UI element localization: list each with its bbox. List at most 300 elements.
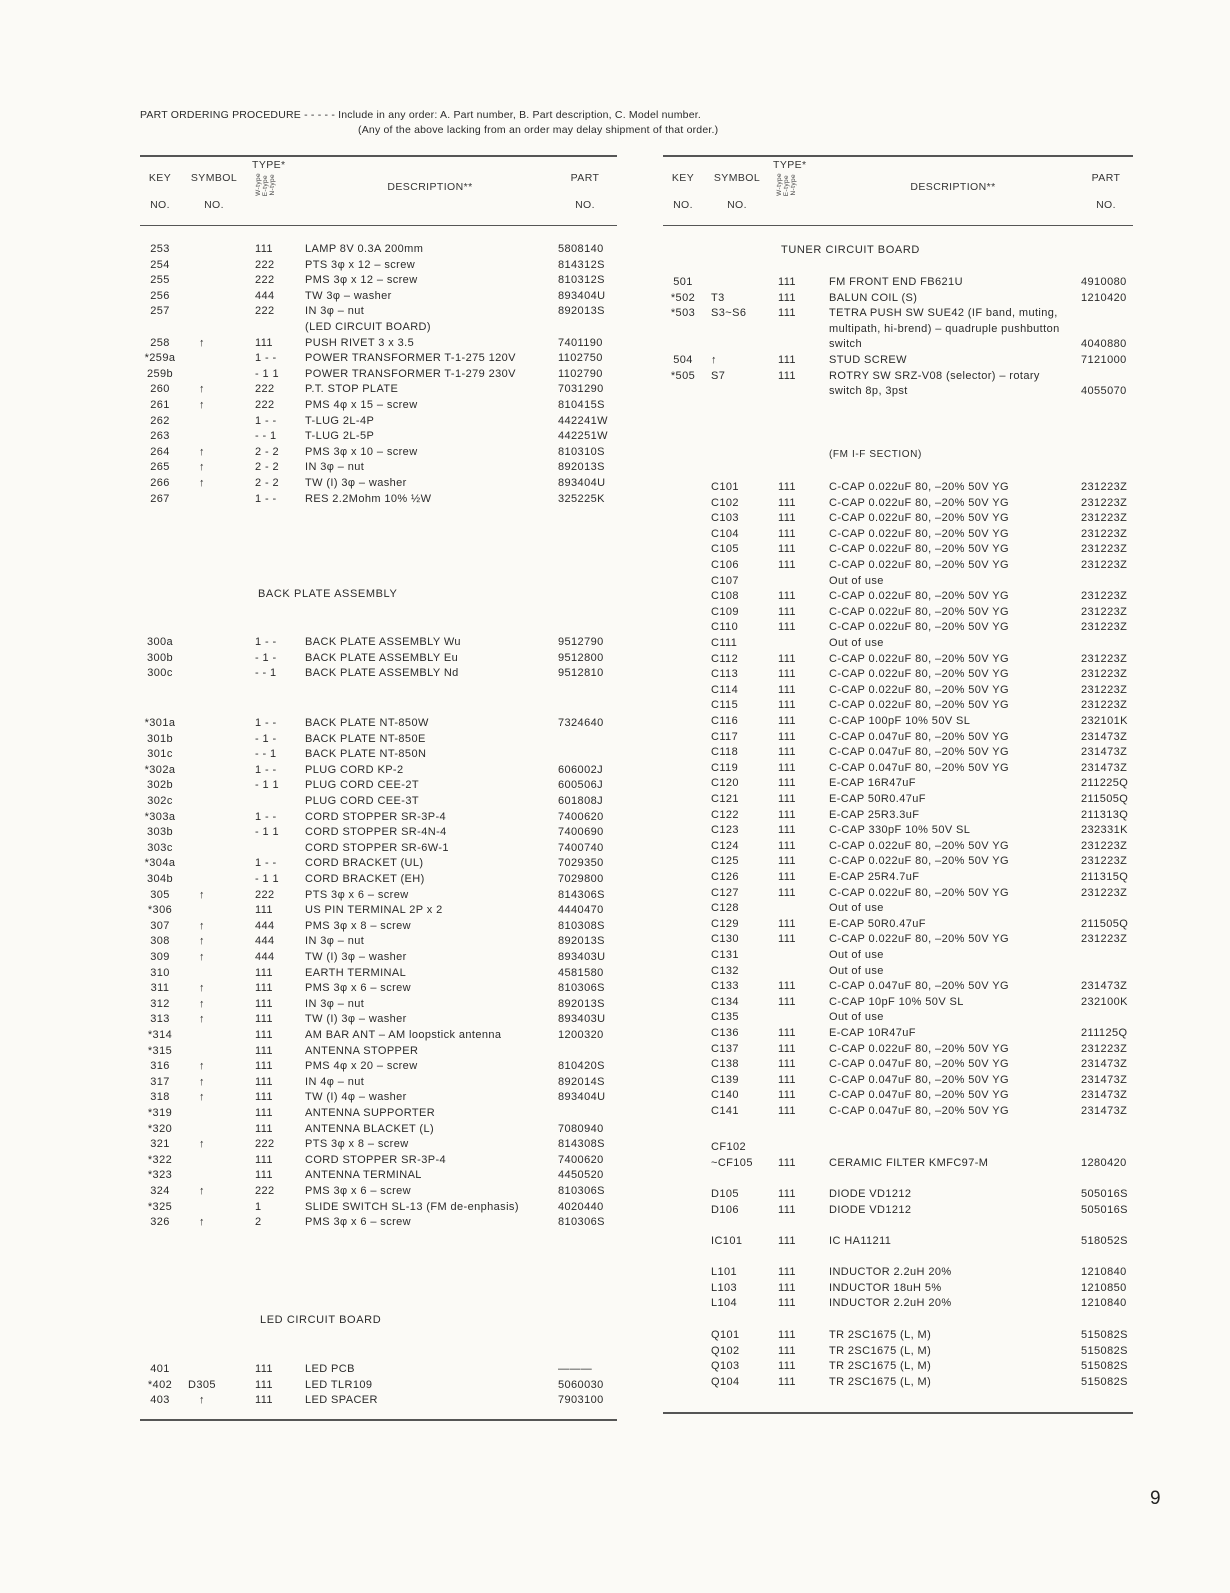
part-no: 231473Z [1081, 980, 1128, 993]
symbol-no: C110 [711, 621, 739, 634]
part-no: 1210840 [1081, 1297, 1127, 1310]
key-no: 261 [150, 399, 170, 411]
symbol-no: IC101 [711, 1235, 743, 1247]
part-no: 505016S [1081, 1203, 1128, 1216]
symbol-no: C123 [711, 824, 739, 837]
type-code: 111 [778, 1105, 796, 1117]
key-no: 317 [150, 1075, 170, 1088]
description: C-CAP 0.047uF 80, –20% 50V YG [829, 761, 1009, 774]
key-no: 309 [150, 951, 170, 963]
description: P.T. STOP PLATE [305, 383, 399, 396]
type-code: 111 [778, 1027, 796, 1039]
description: LAMP 8V 0.3A 200mm [305, 243, 424, 255]
type-code: - 1 - [255, 732, 277, 745]
key-no: *259a [144, 352, 176, 365]
description: CORD STOPPER SR-4N-4 [305, 826, 447, 839]
type-code: 444 [255, 289, 275, 302]
key-no: 401 [150, 1363, 170, 1375]
table-row [140, 476, 617, 492]
symbol-no: C130 [711, 933, 739, 946]
type-code: 111 [778, 855, 796, 868]
part-no: 1210420 [1081, 291, 1127, 304]
table-row [663, 275, 1133, 291]
type-code: 111 [778, 793, 796, 805]
part-no: 4910080 [1081, 276, 1127, 288]
symbol-no: C129 [711, 917, 739, 930]
type-code: 111 [778, 1058, 796, 1071]
type-code: 111 [778, 1203, 796, 1216]
type-code: 111 [778, 917, 796, 930]
key-no: *301a [144, 717, 176, 729]
symbol-no: ↑ [199, 1138, 205, 1151]
part-no: 231223Z [1081, 839, 1128, 852]
description: C-CAP 0.047uF 80, –20% 50V YG [829, 1058, 1009, 1071]
symbol-no: C131 [711, 949, 739, 961]
table-row [140, 1028, 617, 1044]
type-code: 111 [778, 1156, 796, 1169]
description: Out of use [829, 637, 884, 649]
symbol-no: ↑ [199, 1060, 205, 1073]
description: ANTENNA TERMINAL [305, 1169, 422, 1182]
part-no: 232100K [1081, 995, 1128, 1008]
part-no: 231223Z [1081, 933, 1128, 946]
part-no: 893404U [558, 477, 606, 489]
table-row [140, 778, 617, 794]
part-no: 600506J [558, 779, 604, 792]
type-code: 111 [778, 808, 796, 821]
part-no: 211505Q [1081, 917, 1129, 930]
symbol-no: C139 [711, 1073, 739, 1086]
table-row [140, 414, 617, 430]
type-code: 111 [778, 761, 796, 774]
type-code: 444 [255, 935, 275, 948]
symbol-no: L104 [711, 1297, 738, 1310]
key-no: 260 [150, 383, 170, 396]
symbol-no: ↑ [199, 982, 205, 995]
key-no: 324 [150, 1185, 170, 1197]
part-no: 211125Q [1081, 1027, 1128, 1039]
type-code: 111 [778, 1297, 796, 1310]
table-row [663, 1281, 1133, 1297]
description: PTS 3φ x 8 – screw [305, 1138, 409, 1151]
description: TW 3φ – washer [305, 289, 392, 302]
description: C-CAP 100pF 10% 50V SL [829, 715, 971, 727]
type-code: 111 [778, 824, 796, 837]
symbol-no: Q103 [711, 1360, 740, 1373]
part-no: 1210850 [1081, 1281, 1127, 1294]
type-code: 111 [778, 527, 796, 540]
part-no: 231223Z [1081, 855, 1128, 868]
type-code: 111 [778, 1073, 796, 1086]
part-no: 1200320 [558, 1029, 604, 1041]
table-row [140, 289, 617, 305]
key-no: 321 [150, 1138, 170, 1151]
key-no: 403 [150, 1394, 170, 1407]
type-code: 111 [255, 982, 273, 995]
symbol-no: D105 [711, 1188, 739, 1200]
part-no: 814312S [558, 258, 605, 271]
description: C-CAP 0.022uF 80, –20% 50V YG [829, 699, 1009, 712]
type-code: - - 1 [255, 430, 277, 443]
description: Out of use [829, 949, 884, 961]
type-code: 111 [778, 1235, 796, 1247]
table-row [140, 1090, 617, 1106]
symbol-no: C108 [711, 590, 739, 603]
table-row [663, 652, 1133, 668]
type-code: 2 [255, 1216, 262, 1229]
table-row [663, 1203, 1133, 1219]
table-row [140, 1153, 617, 1169]
key-no: *323 [147, 1169, 173, 1182]
part-no: 9512790 [558, 636, 604, 648]
description: DIODE VD1212 [829, 1188, 912, 1200]
type-code: 111 [255, 1013, 273, 1026]
table-row [140, 1393, 617, 1409]
table-row [663, 369, 1133, 385]
description: STUD SCREW [829, 354, 907, 366]
description: TR 2SC1675 (L, M) [829, 1344, 932, 1357]
symbol-no: C113 [711, 668, 739, 681]
table-row [140, 997, 617, 1013]
type-code: 111 [255, 997, 273, 1010]
table-row [140, 1122, 617, 1138]
description: C-CAP 0.022uF 80, –20% 50V YG [829, 559, 1009, 571]
part-no: 232101K [1081, 715, 1128, 727]
page-number: 9 [1150, 1488, 1161, 1509]
symbol-no: C116 [711, 715, 739, 727]
table-row [663, 1328, 1133, 1344]
description: INDUCTOR 2.2uH 20% [829, 1297, 952, 1310]
type-code: 111 [778, 1089, 796, 1102]
key-no: 300c [147, 667, 173, 680]
description: SLIDE SWITCH SL-13 (FM de-enphasis) [305, 1200, 519, 1213]
ordering-procedure-line-1: PART ORDERING PROCEDURE - - - - - Include in any order: A. Part number, B. Part description, C. Model number. [140, 109, 701, 121]
part-no: 231473Z [1081, 761, 1128, 774]
description: PMS 3φ x 12 – screw [305, 274, 418, 287]
table-row [140, 841, 617, 857]
key-no: 257 [150, 305, 170, 318]
symbol-no: CF102 [711, 1141, 747, 1153]
table-row [663, 1140, 1133, 1156]
description: BACK PLATE NT-850W [305, 717, 429, 729]
description: switch 8p, 3pst [829, 385, 908, 398]
symbol-no: C121 [711, 793, 739, 805]
description: Out of use [829, 902, 884, 915]
type-code: - - 1 [255, 667, 277, 680]
type-code: 1 - - [255, 857, 277, 870]
description: C-CAP 330pF 10% 50V SL [829, 824, 971, 837]
table-row [140, 242, 617, 258]
part-no: 892013S [558, 997, 605, 1010]
type-code: 111 [778, 559, 796, 571]
type-code: 111 [255, 1107, 273, 1119]
part-no: 231223Z [1081, 886, 1128, 899]
table-row [663, 1375, 1133, 1391]
table-row [140, 872, 617, 888]
table-row [663, 1234, 1133, 1250]
symbol-no: Q104 [711, 1375, 740, 1388]
symbol-no: ↑ [199, 997, 205, 1010]
description: C-CAP 0.022uF 80, –20% 50V YG [829, 621, 1009, 634]
table-row [140, 1362, 617, 1378]
part-no: 325225K [558, 492, 605, 505]
type-code: 1 [255, 1200, 262, 1213]
symbol-no: ↑ [199, 951, 205, 963]
part-no: 5060030 [558, 1378, 604, 1391]
type-code: 111 [778, 1042, 796, 1055]
part-no: 4040880 [1081, 338, 1127, 351]
col-description-header: DESCRIPTION** [910, 181, 996, 193]
description: BACK PLATE NT-850N [305, 748, 427, 761]
table-row [663, 964, 1133, 980]
table-row [663, 589, 1133, 605]
part-no: 810310S [558, 445, 605, 458]
type-code: 111 [778, 886, 796, 899]
table-row [663, 948, 1133, 964]
description: TW (I) 3φ – washer [305, 477, 407, 489]
type-code: 444 [255, 919, 275, 932]
table-row [663, 886, 1133, 902]
part-no: 231473Z [1081, 1073, 1128, 1086]
part-no: 814308S [558, 1138, 605, 1151]
type-code: 222 [255, 258, 275, 271]
type-code: 111 [778, 1281, 796, 1294]
part-no: 9512800 [558, 651, 604, 664]
part-no: 892013S [558, 461, 605, 474]
part-no: 1280420 [1081, 1156, 1127, 1169]
part-no: 606002J [558, 763, 604, 776]
symbol-no: ↑ [199, 383, 205, 396]
type-code: 222 [255, 888, 275, 901]
table-row [140, 888, 617, 904]
description: TW (I) 3φ – washer [305, 951, 407, 963]
table-row [663, 901, 1133, 917]
description: T-LUG 2L-4P [305, 414, 375, 427]
symbol-no: C126 [711, 871, 739, 883]
type-code: 111 [778, 605, 796, 618]
table-header-rule [140, 225, 617, 226]
description: PTS 3φ x 6 – screw [305, 888, 409, 901]
description: C-CAP 0.022uF 80, –20% 50V YG [829, 652, 1009, 665]
key-no: 301b [146, 732, 174, 745]
symbol-no: C141 [711, 1105, 739, 1117]
col-type-subheaders: W-typeE-typeN-type [776, 173, 797, 196]
type-code: 2 - 2 [255, 445, 280, 458]
key-no: *325 [147, 1200, 173, 1213]
part-no: 442241W [558, 414, 608, 427]
table-row [663, 558, 1133, 574]
description: C-CAP 0.047uF 80, –20% 50V YG [829, 746, 1009, 759]
type-code: 222 [255, 1185, 275, 1197]
col-symbol-header: SYMBOL NO. [190, 172, 238, 211]
table-row [140, 1200, 617, 1216]
type-code: 222 [255, 305, 275, 318]
table-row [663, 917, 1133, 933]
type-code: 111 [778, 668, 796, 681]
type-code: 1 - - [255, 414, 277, 427]
description: PMS 3φ x 6 – screw [305, 1216, 412, 1229]
symbol-no: C137 [711, 1042, 739, 1055]
type-code: 111 [778, 543, 796, 556]
table-row [140, 304, 617, 320]
description: PLUG CORD CEE-2T [305, 779, 419, 792]
section-fm-if: (FM I-F SECTION) [829, 449, 922, 460]
type-code: 111 [778, 481, 796, 493]
table-row [140, 1012, 617, 1028]
description: C-CAP 0.047uF 80, –20% 50V YG [829, 730, 1009, 743]
part-no: 7400620 [558, 1153, 604, 1166]
type-code: 111 [778, 590, 796, 603]
table-row [663, 337, 1133, 353]
description: IN 4φ – nut [305, 1075, 365, 1088]
part-no: 892013S [558, 305, 605, 318]
part-no: 231473Z [1081, 730, 1128, 743]
table-row [663, 1073, 1133, 1089]
table-row [663, 870, 1133, 886]
table-row [663, 1265, 1133, 1281]
table-row [140, 429, 617, 445]
part-no: 7029800 [558, 873, 604, 885]
col-description-header: DESCRIPTION** [387, 181, 473, 193]
table-row [663, 854, 1133, 870]
symbol-no: ↑ [199, 461, 205, 474]
table-top-rule [140, 155, 617, 157]
table-row [140, 747, 617, 763]
description: ANTENNA BLACKET (L) [305, 1122, 435, 1135]
table-row [140, 1378, 617, 1394]
type-code: - 1 1 [255, 873, 280, 885]
symbol-no: C102 [711, 496, 739, 509]
symbol-no: ↑ [711, 354, 717, 366]
description: RES 2.2Mohm 10% ½W [305, 492, 432, 505]
type-code: 111 [255, 1029, 273, 1041]
part-no: 810306S [558, 1185, 605, 1197]
table-row [663, 542, 1133, 558]
table-row [140, 810, 617, 826]
part-no: 1102750 [558, 352, 603, 365]
table-row [663, 353, 1133, 369]
description: C-CAP 0.047uF 80, –20% 50V YG [829, 1105, 1009, 1117]
part-no: 232331K [1081, 824, 1128, 837]
symbol-no: C132 [711, 964, 739, 977]
symbol-no: C140 [711, 1089, 739, 1102]
symbol-no: ↑ [199, 399, 205, 411]
key-no: 504 [673, 354, 693, 366]
table-row [663, 698, 1133, 714]
type-code: 111 [255, 1153, 273, 1166]
type-code: 1 - - [255, 763, 277, 776]
part-no: 7400740 [558, 841, 604, 854]
key-no: *503 [670, 307, 696, 320]
key-no: 258 [150, 336, 170, 349]
part-no: 7080940 [558, 1122, 604, 1135]
key-no: 267 [150, 492, 170, 505]
description: C-CAP 0.022uF 80, –20% 50V YG [829, 886, 1009, 899]
part-no: 231473Z [1081, 1089, 1128, 1102]
part-no: 442251W [558, 430, 608, 443]
description: TR 2SC1675 (L, M) [829, 1375, 932, 1388]
col-type-subheaders: W-typeE-typeN-type [255, 173, 276, 196]
table-header-rule [663, 225, 1133, 226]
description: EARTH TERMINAL [305, 966, 407, 979]
table-row [663, 1088, 1133, 1104]
part-no: 231223Z [1081, 481, 1128, 493]
table-row [663, 1296, 1133, 1312]
symbol-no: C101 [711, 481, 739, 493]
type-code: 111 [778, 621, 796, 634]
type-code: 111 [255, 1122, 273, 1135]
col-key-header: KEY NO. [671, 172, 695, 211]
symbol-no: C119 [711, 761, 739, 774]
part-no: 1210840 [1081, 1266, 1127, 1278]
key-no: 302c [147, 795, 173, 807]
col-type-header: TYPE* [773, 159, 807, 171]
type-code: 111 [778, 871, 796, 883]
table-row [140, 1075, 617, 1091]
table-row [663, 1057, 1133, 1073]
section-tuner-circuit-board: TUNER CIRCUIT BOARD [781, 244, 920, 256]
symbol-no: D305 [188, 1378, 216, 1391]
part-no: 7324640 [558, 717, 604, 729]
type-code: 111 [778, 1375, 796, 1388]
type-code: 111 [778, 276, 796, 288]
key-no: 300b [146, 651, 174, 664]
type-code: 111 [255, 1169, 273, 1182]
key-no: *314 [147, 1029, 173, 1041]
type-code: 111 [778, 980, 796, 993]
key-no: 255 [150, 274, 170, 287]
type-code: 111 [778, 496, 796, 509]
table-row [663, 620, 1133, 636]
description: TR 2SC1675 (L, M) [829, 1329, 932, 1341]
part-no: 893403U [558, 1013, 606, 1026]
type-code: 1 - - [255, 717, 277, 729]
description: T-LUG 2L-5P [305, 430, 375, 443]
section-back-plate-assembly: BACK PLATE ASSEMBLY [258, 588, 398, 600]
table-row [663, 480, 1133, 496]
part-no: 231223Z [1081, 652, 1128, 665]
part-no: 231223Z [1081, 683, 1128, 696]
table-row [663, 979, 1133, 995]
symbol-no: ↑ [199, 1394, 205, 1407]
description: PTS 3φ x 12 – screw [305, 258, 416, 271]
symbol-no: Q101 [711, 1329, 740, 1341]
type-code: 111 [778, 1344, 796, 1357]
description: LED PCB [305, 1363, 355, 1375]
table-row [140, 794, 617, 810]
key-no: *319 [147, 1107, 173, 1119]
table-row [140, 382, 617, 398]
description: BALUN COIL (S) [829, 291, 918, 304]
part-no: 211225Q [1081, 777, 1129, 790]
type-code: - 1 1 [255, 826, 280, 839]
part-no: 810420S [558, 1060, 605, 1073]
symbol-no: C135 [711, 1011, 739, 1024]
symbol-no: C115 [711, 699, 739, 712]
table-row [663, 1344, 1133, 1360]
table-row [663, 322, 1133, 338]
key-no: 308 [150, 935, 170, 948]
table-row [663, 496, 1133, 512]
description: POWER TRANSFORMER T-1-275 120V [305, 352, 516, 365]
table-row [663, 636, 1133, 652]
part-no: 892014S [558, 1075, 605, 1088]
col-symbol-header: SYMBOL NO. [713, 172, 761, 211]
description: E-CAP 25R4.7uF [829, 871, 920, 883]
part-no: 515082S [1081, 1344, 1128, 1357]
part-no: 211313Q [1081, 808, 1129, 821]
table-row [663, 605, 1133, 621]
